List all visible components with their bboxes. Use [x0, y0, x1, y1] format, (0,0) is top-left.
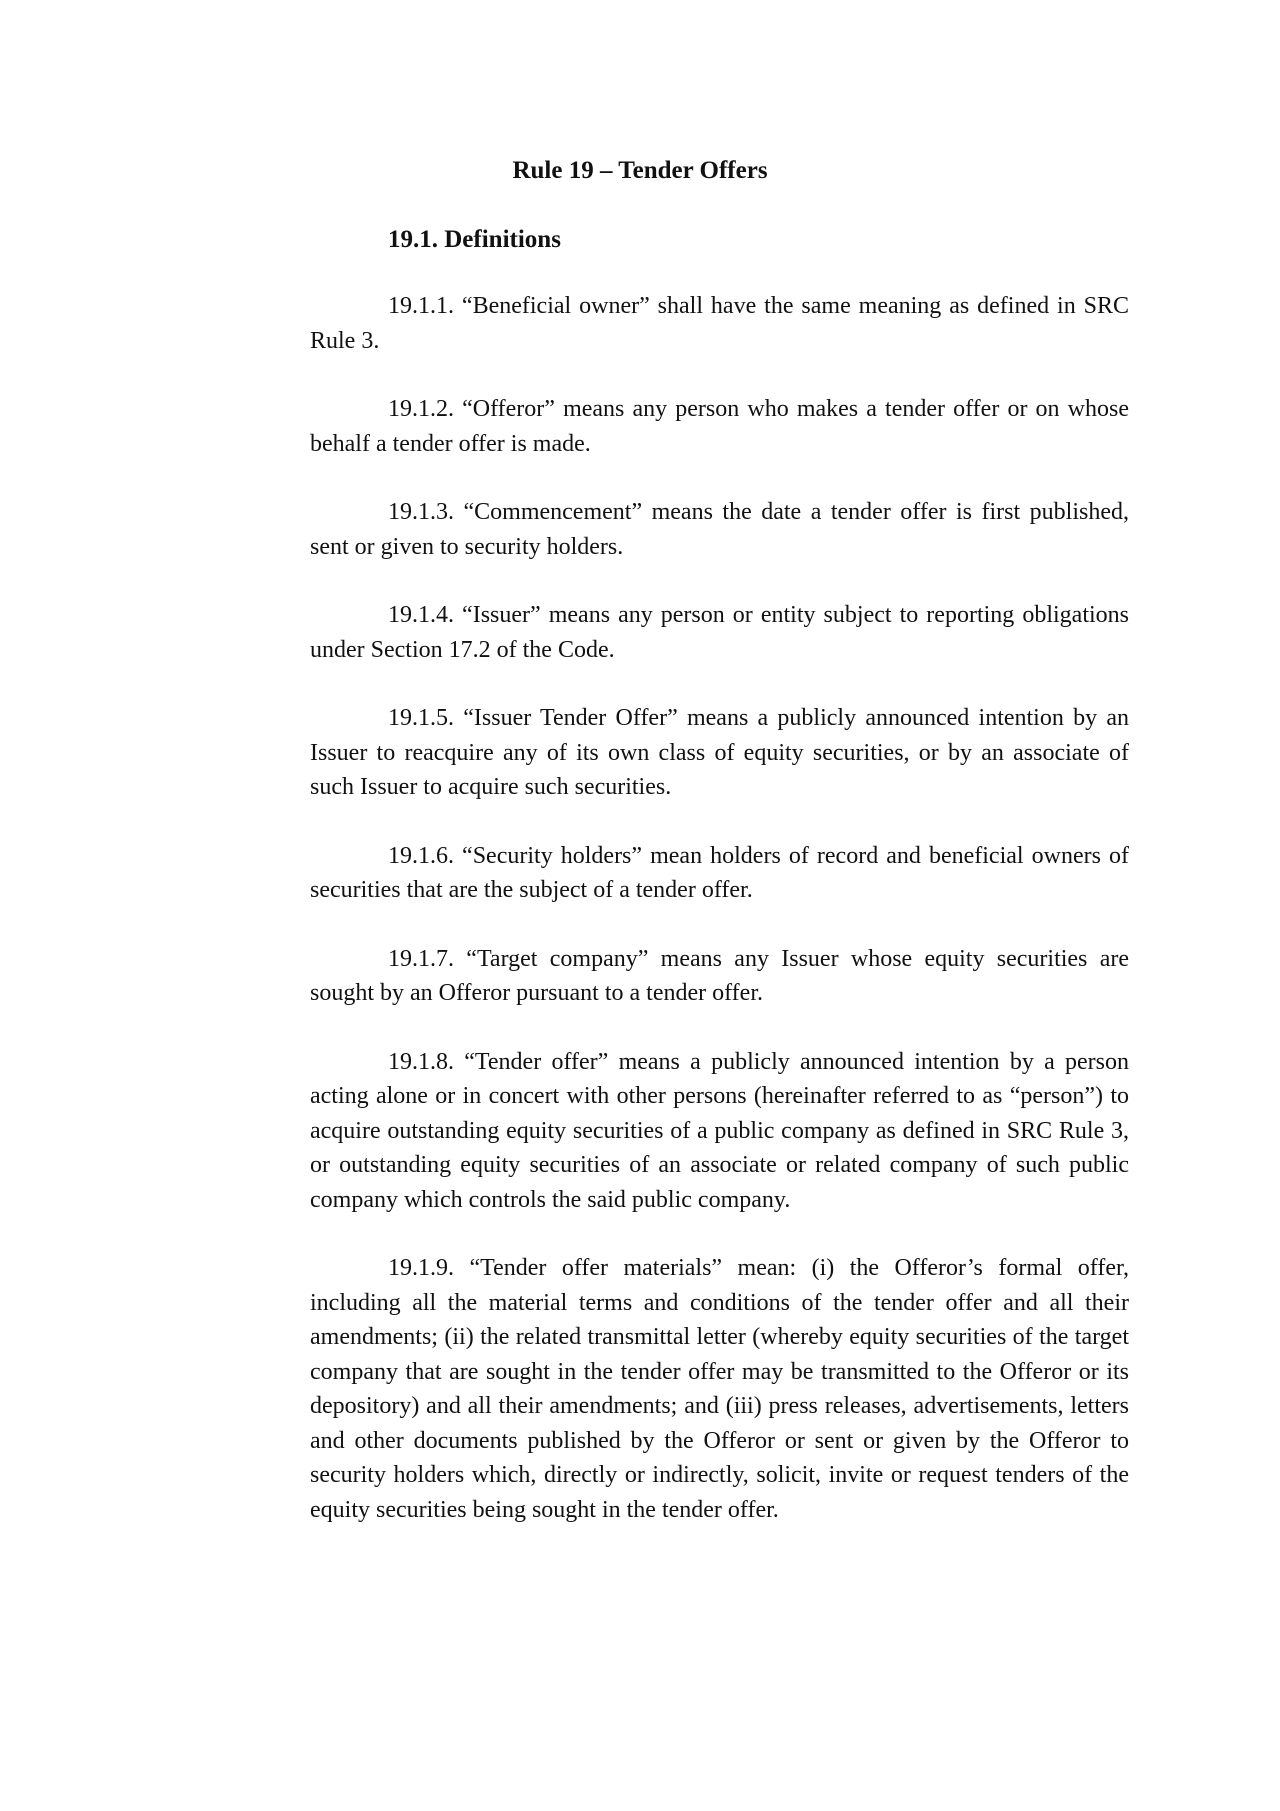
- definition-paragraph-beneficial-owner: 19.1.1. “Beneficial owner” shall have the same meaning as defined in SRC Rule 3.: [310, 293, 1129, 354]
- definition-paragraph-issuer-tender-offer: 19.1.5. “Issuer Tender Offer” means a publicly announced intention by an Issuer to reacquire any of its own class of equity securities, or by an associate of such Issuer to acquire such securities.: [310, 705, 1129, 800]
- definition-paragraph-security-holders: 19.1.6. “Security holders” mean holders of record and beneficial owners of securities that are the subject of a tender offer.: [310, 842, 1129, 903]
- definition-paragraph-tender-offer: 19.1.8. “Tender offer” means a publicly announced intention by a person acting alone or in concert with other persons (hereinafter referred to as “person”) to acquire outstanding equity securities of a public company as defined in SRC Rule 3, or outstanding equity securities of an associate or related company of such public company which controls the said public company.: [310, 1048, 1129, 1213]
- definition-paragraph-issuer: 19.1.4. “Issuer” means any person or entity subject to reporting obligations under Section 17.2 of the Code.: [310, 602, 1129, 663]
- section-heading: 19.1. Definitions: [388, 226, 561, 253]
- page-title: Rule 19 – Tender Offers: [512, 157, 768, 184]
- definition-paragraph-commencement: 19.1.3. “Commencement” means the date a tender offer is first published, sent or given to security holders.: [310, 499, 1129, 560]
- definition-paragraph-tender-offer-materials: 19.1.9. “Tender offer materials” mean: (i) the Offeror’s formal offer, including all the material terms and conditions of the tender offer and all their amendments; (ii) the related transmittal letter (whereby equity securities of the target company that are sought in the tender offer may be transmitted to the Offeror or its depository) and all their amendments; and (iii) press releases, advertisements, letters and other documents published by the Offeror or sent or given by the Offeror to security holders which, directly or indirectly, solicit, invite or request tenders of the equity securities being sought in the tender offer.: [310, 1255, 1129, 1523]
- definitions-list: [310, 289, 1129, 1561]
- definition-paragraph-offeror: 19.1.2. “Offeror” means any person who makes a tender offer or on whose behalf a tender offer is made.: [310, 396, 1129, 457]
- definition-paragraph-target-company: 19.1.7. “Target company” means any Issuer whose equity securities are sought by an Offeror pursuant to a tender offer.: [310, 945, 1129, 1006]
